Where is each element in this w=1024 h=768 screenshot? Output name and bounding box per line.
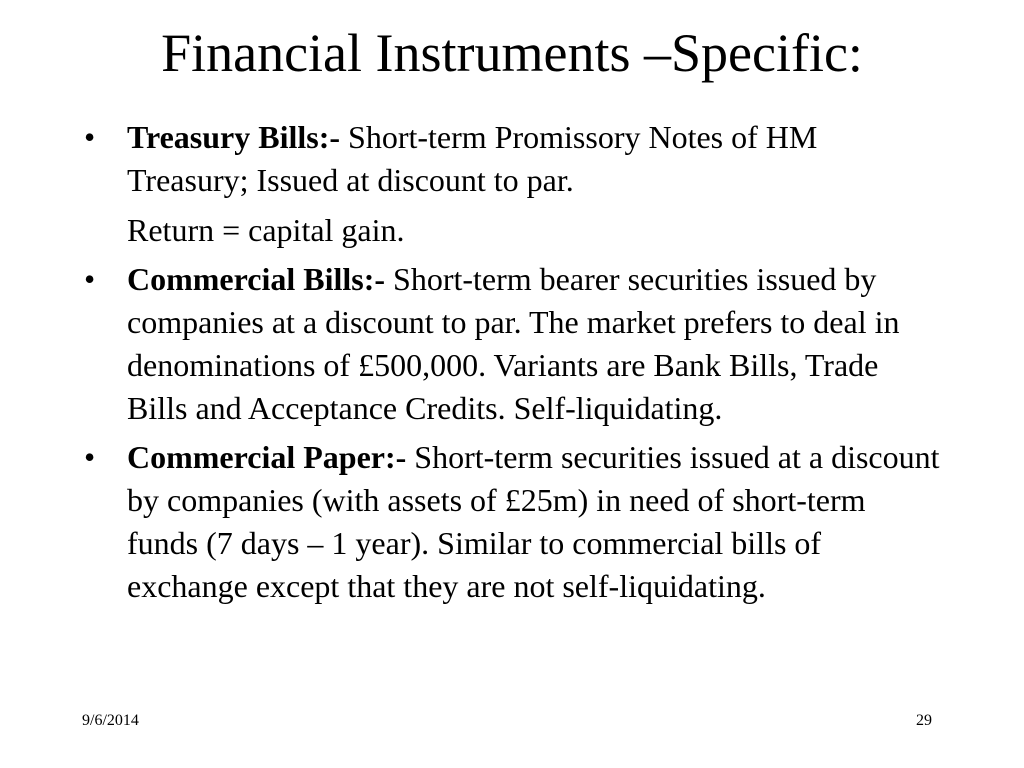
bullet-list (84, 116, 944, 614)
bullet-text: Short-term bearer securities issued by companies at a discount to par. The market prefers to deal in denominations of £500,000. Variants are Bank Bills, Trade Bills and Acceptance Credits. Self-liquidating. (127, 261, 900, 426)
bullet-item-treasury-bills (84, 116, 944, 202)
bullet-item-commercial-bills (84, 258, 944, 430)
bullet-text: Short-term securities issued at a discount by companies (with assets of £25m) in need of short-term funds (7 days – 1 year). Similar to commercial bills of exchange except that they are not self-liquidating. (127, 439, 940, 604)
bullet-text: Short-term Promissory Notes of HM Treasury; Issued at discount to par. (127, 119, 818, 198)
bullet-icon: • (84, 439, 96, 475)
footer-date: 9/6/2014 (82, 712, 139, 729)
bullet-item-commercial-paper (84, 436, 944, 608)
bullet-icon: • (84, 261, 96, 297)
page-number: 29 (916, 712, 932, 729)
bullet-term: Commercial Bills:- (127, 261, 394, 297)
slide-title: Financial Instruments –Specific: (161, 23, 863, 83)
bullet-term: Commercial Paper:- (127, 439, 415, 475)
bullet-icon: • (84, 119, 96, 155)
bullet-continuation: Return = capital gain. (127, 212, 405, 248)
bullet-term: Treasury Bills:- (127, 119, 349, 155)
